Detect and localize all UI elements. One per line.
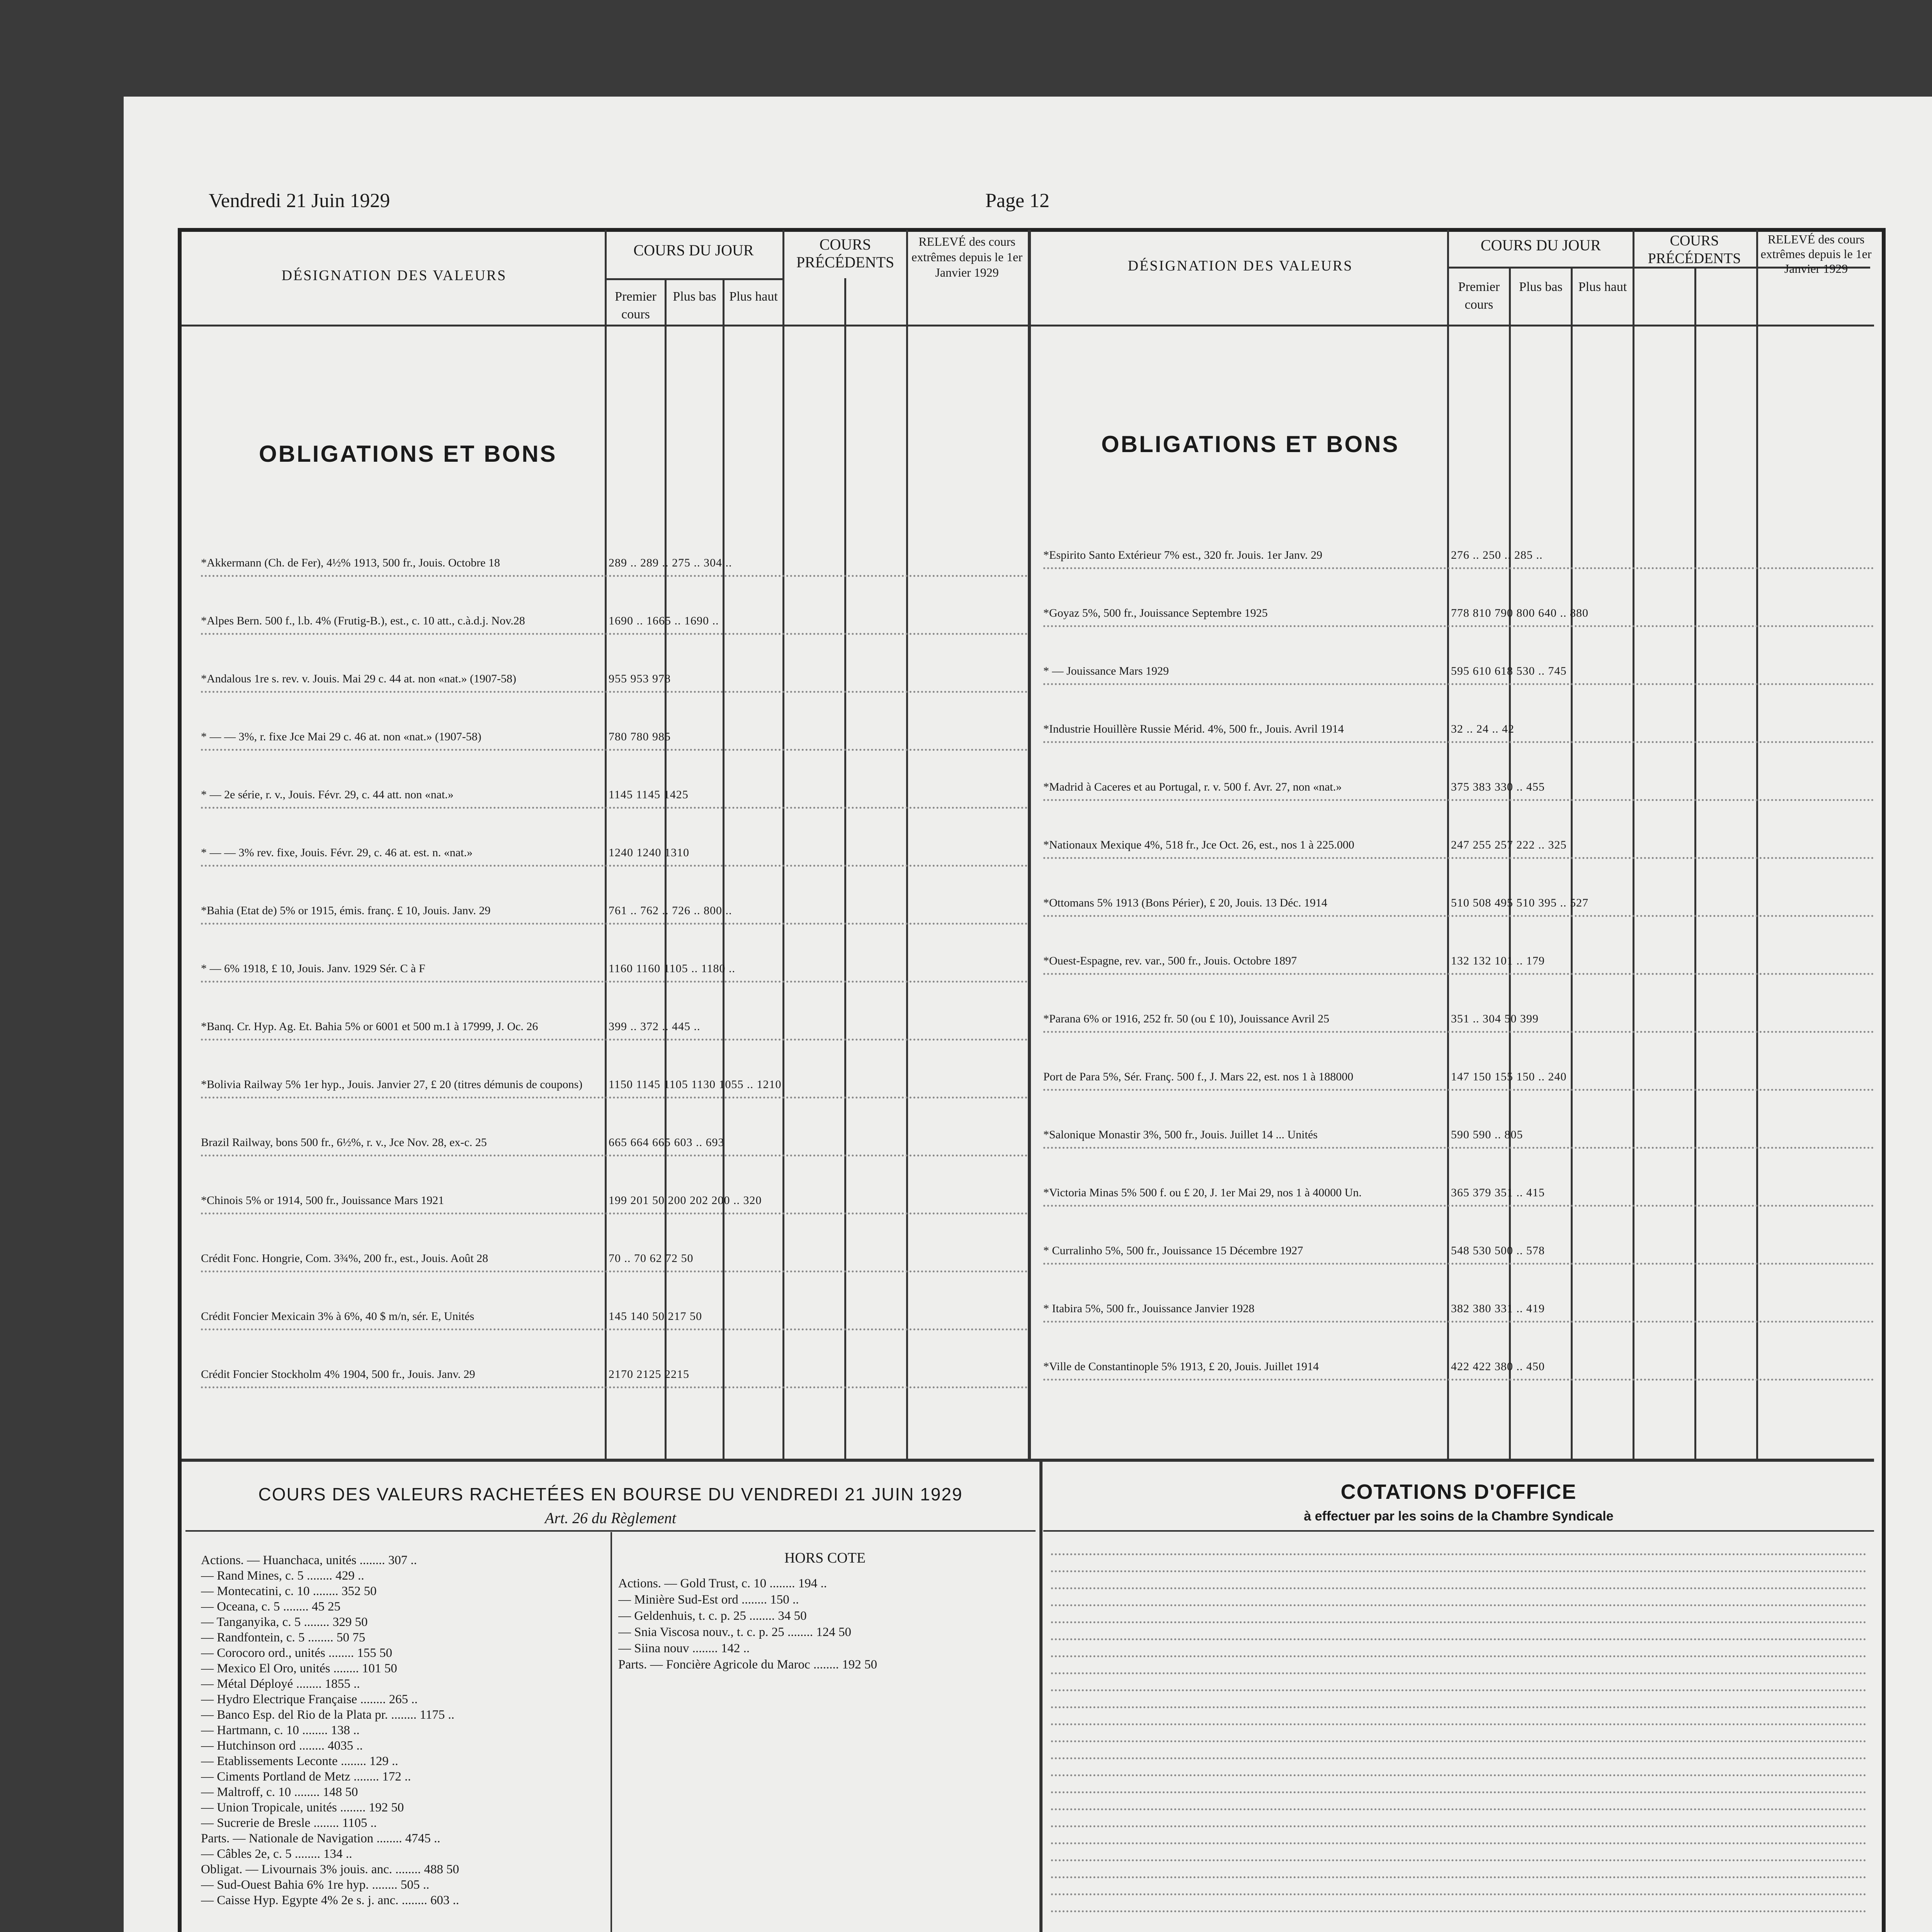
dotted-rule	[1043, 567, 1874, 569]
dotted-rule	[1051, 1553, 1866, 1555]
right-col-precedents: COURS PRÉCÉDENTS	[1648, 233, 1741, 267]
left-row-values: 145 140 50 217 50	[609, 1310, 702, 1323]
left-row-name: *Banq. Cr. Hyp. Ag. Et. Bahia 5% or 6001 et 500 m.1 à 17999, J. Oc. 26	[201, 1020, 538, 1033]
dotted-rule	[1051, 1587, 1866, 1589]
left-row-name: *Andalous 1re s. rev. v. Jouis. Mai 29 c. 44 at. non «nat.» (1907-58)	[201, 672, 516, 685]
left-row-values: 199 201 50 200 202 200 .. 320	[609, 1194, 762, 1207]
dotted-rule	[1043, 799, 1874, 801]
right-row-name: *Victoria Minas 5% 500 f. ou £ 20, J. 1er Mai 29, nos 1 à 40000 Un.	[1043, 1186, 1362, 1199]
right-row-name: *Goyaz 5%, 500 fr., Jouissance Septembre 1925	[1043, 607, 1268, 619]
left-row-name: * — — 3% rev. fixe, Jouis. Févr. 29, c. 46 at. est. n. «nat.»	[201, 846, 473, 859]
right-row-values: 276 .. 250 .. 285 ..	[1451, 549, 1543, 561]
list-line: — Geldenhuis, t. c. p. 25 ........ 34 50	[618, 1609, 807, 1623]
left-row-values: 665 664 665 603 .. 693	[609, 1136, 724, 1149]
dotted-rule	[201, 633, 1028, 635]
list-line: — Hydro Electrique Française ........ 265 ..	[201, 1692, 418, 1706]
right-row-values: 132 132 101 .. 179	[1451, 954, 1545, 967]
dotted-rule	[201, 1270, 1028, 1272]
table-bottom-rule	[182, 1459, 1874, 1462]
right-row-values: 422 422 380 .. 450	[1451, 1360, 1545, 1373]
right-col-premier: Premier cours	[1458, 280, 1500, 312]
list-line: Parts. — Nationale de Navigation ........ 4745 ..	[201, 1832, 440, 1845]
left-row-name: Crédit Foncier Mexicain 3% à 6%, 40 $ m/n, sér. E, Unités	[201, 1310, 474, 1323]
left-col-plus-bas: Plus bas	[673, 289, 716, 304]
left-row-name: Brazil Railway, bons 500 fr., 6½%, r. v., Jce Nov. 28, ex-c. 25	[201, 1136, 487, 1149]
list-line: — Maltroff, c. 10 ........ 148 50	[201, 1785, 358, 1799]
dotted-rule	[1051, 1757, 1866, 1759]
dotted-rule	[201, 1039, 1028, 1041]
rule	[185, 1530, 1036, 1532]
dotted-rule	[1043, 1321, 1874, 1323]
right-row-values: 365 379 351 .. 415	[1451, 1186, 1545, 1199]
list-line: — Montecatini, c. 10 ........ 352 50	[201, 1584, 377, 1598]
left-col-premier: Premier cours	[615, 289, 656, 321]
cotations-subtitle: à effectuer par les soins de la Chambre Syndicale	[1304, 1509, 1614, 1524]
left-row-name: *Akkermann (Ch. de Fer), 4½% 1913, 500 fr., Jouis. Octobre 18	[201, 556, 500, 569]
dotted-rule	[1051, 1876, 1866, 1878]
right-row-values: 590 590 .. 805	[1451, 1128, 1523, 1141]
page-date: Vendredi 21 Juin 1929	[209, 190, 390, 212]
list-line: — Sucrerie de Bresle ........ 1105 ..	[201, 1816, 377, 1830]
right-row-values: 247 255 257 222 .. 325	[1451, 838, 1567, 851]
list-line: — Ciments Portland de Metz ........ 172 ..	[201, 1770, 411, 1784]
left-row-values: 399 .. 372 .. 445 ..	[609, 1020, 701, 1033]
table-center-divider	[1028, 230, 1031, 1459]
right-row-name: *Industrie Houillère Russie Mérid. 4%, 500 fr., Jouis. Avril 1914	[1043, 723, 1344, 735]
dotted-rule	[1051, 1774, 1866, 1776]
dotted-rule	[201, 1328, 1028, 1330]
right-col-plus-haut: Plus haut	[1578, 280, 1627, 294]
right-row-values: 382 380 331 .. 419	[1451, 1302, 1545, 1315]
left-row-values: 2170 2125 2215	[609, 1368, 689, 1381]
left-section-title: OBLIGATIONS ET BONS	[259, 441, 557, 467]
right-row-name: * — Jouissance Mars 1929	[1043, 665, 1169, 677]
list-line: — Oceana, c. 5 ........ 45 25	[201, 1600, 341, 1614]
list-line: — Rand Mines, c. 5 ........ 429 ..	[201, 1569, 364, 1583]
right-row-name: *Nationaux Mexique 4%, 518 fr., Jce Oct. 26, est., nos 1 à 225.000	[1043, 838, 1354, 851]
right-row-name: * Curralinho 5%, 500 fr., Jouissance 15 Décembre 1927	[1043, 1244, 1303, 1257]
dotted-rule	[201, 1386, 1028, 1388]
list-line: — Siina nouv ........ 142 ..	[618, 1641, 750, 1655]
dotted-rule	[1051, 1859, 1866, 1861]
col-divider	[782, 230, 784, 1459]
list-line: Actions. — Gold Trust, c. 10 ........ 194 ..	[618, 1577, 827, 1590]
col-divider	[844, 278, 846, 1459]
right-row-values: 778 810 790 800 640 .. 880	[1451, 607, 1588, 619]
list-line: — Corocoro ord., unités ........ 155 50	[201, 1646, 392, 1660]
left-row-name: * — 6% 1918, £ 10, Jouis. Janv. 1929 Sér. C à F	[201, 962, 425, 975]
rachetees-subtitle: Art. 26 du Règlement	[545, 1509, 676, 1527]
right-row-name: *Ouest-Espagne, rev. var., 500 fr., Jouis. Octobre 1897	[1043, 954, 1297, 967]
right-row-name: *Espirito Santo Extérieur 7% est., 320 fr. Jouis. 1er Janv. 29	[1043, 549, 1323, 561]
left-row-values: 955 953 978	[609, 672, 671, 685]
right-row-name: *Madrid à Caceres et au Portugal, r. v. 500 f. Avr. 27, non «nat.»	[1043, 781, 1342, 793]
left-row-name: * — — 3%, r. fixe Jce Mai 29 c. 46 at. non «nat.» (1907-58)	[201, 730, 481, 743]
rachetees-divider	[611, 1532, 612, 1932]
list-line: Obligat. — Livournais 3% jouis. anc. ........ 488 50	[201, 1862, 459, 1876]
left-row-values: 70 .. 70 62 72 50	[609, 1252, 694, 1265]
dotted-rule	[1043, 1031, 1874, 1033]
left-col-designation: DÉSIGNATION DES VALEURS	[281, 267, 507, 284]
dotted-rule	[1043, 1263, 1874, 1265]
dotted-rule	[201, 807, 1028, 809]
dotted-rule	[1051, 1570, 1866, 1572]
left-col-releve: RELEVÉ des cours extrêmes depuis le 1er Janvier 1929	[912, 235, 1022, 279]
col-divider	[1694, 267, 1696, 1459]
list-line: — Hartmann, c. 10 ........ 138 ..	[201, 1723, 360, 1737]
dotted-rule	[201, 1155, 1028, 1156]
dotted-rule	[201, 923, 1028, 925]
left-row-values: 1150 1145 1105 1130 1055 .. 1210	[609, 1078, 782, 1091]
right-row-values: 595 610 618 530 .. 745	[1451, 665, 1567, 677]
dotted-rule	[1043, 683, 1874, 685]
dotted-rule	[1051, 1842, 1866, 1844]
rule	[1043, 1530, 1874, 1532]
col-divider	[665, 278, 667, 1459]
right-row-name: * Itabira 5%, 500 fr., Jouissance Janvier 1928	[1043, 1302, 1255, 1315]
right-col-cours-jour: COURS DU JOUR	[1480, 236, 1601, 254]
left-col-precedents: COURS PRÉCÉDENTS	[796, 236, 895, 271]
left-row-name: *Alpes Bern. 500 f., l.b. 4% (Frutig-B.), est., c. 10 att., c.à.d.j. Nov.28	[201, 614, 525, 627]
dotted-rule	[201, 575, 1028, 577]
dotted-rule	[201, 981, 1028, 983]
left-col-plus-haut: Plus haut	[729, 289, 778, 304]
col-divider	[906, 230, 908, 1459]
dotted-rule	[1043, 1147, 1874, 1149]
dotted-rule	[1043, 1379, 1874, 1381]
list-line: Actions. — Huanchaca, unités ........ 307 ..	[201, 1553, 417, 1567]
right-col-plus-bas: Plus bas	[1519, 280, 1563, 294]
list-line: — Métal Déployé ........ 1855 ..	[201, 1677, 360, 1691]
list-line: — Tanganyika, c. 5 ........ 329 50	[201, 1615, 368, 1629]
right-row-name: *Salonique Monastir 3%, 500 fr., Jouis. Juillet 14 ... Unités	[1043, 1128, 1318, 1141]
list-line: — Union Tropicale, unités ........ 192 50	[201, 1801, 404, 1815]
left-row-values: 1690 .. 1665 .. 1690 ..	[609, 614, 719, 627]
list-line: — Hutchinson ord ........ 4035 ..	[201, 1739, 363, 1753]
page-number: Page 12	[985, 190, 1050, 212]
list-line: — Câbles 2e, c. 5 ........ 134 ..	[201, 1847, 352, 1861]
col-divider	[1571, 267, 1573, 1459]
dotted-rule	[1051, 1672, 1866, 1674]
dotted-rule	[1043, 915, 1874, 917]
list-line: — Randfontein, c. 5 ........ 50 75	[201, 1631, 366, 1645]
dotted-rule	[1051, 1791, 1866, 1793]
list-line: — Minière Sud-Est ord ........ 150 ..	[618, 1593, 799, 1607]
right-col-designation: DÉSIGNATION DES VALEURS	[1128, 258, 1353, 274]
list-line: — Snia Viscosa nouv., t. c. p. 25 ........ 124 50	[618, 1625, 851, 1639]
right-row-name: *Parana 6% or 1916, 252 fr. 50 (ou £ 10), Jouissance Avril 25	[1043, 1012, 1330, 1025]
right-row-name: Port de Para 5%, Sér. Franç. 500 f., J. Mars 22, est. nos 1 à 188000	[1043, 1070, 1354, 1083]
right-row-values: 147 150 155 150 .. 240	[1451, 1070, 1567, 1083]
left-row-name: *Bahia (Etat de) 5% or 1915, émis. franç. £ 10, Jouis. Janv. 29	[201, 904, 491, 917]
dotted-rule	[1051, 1893, 1866, 1895]
dotted-rule	[201, 691, 1028, 693]
dotted-rule	[1051, 1825, 1866, 1827]
list-line: — Caisse Hyp. Egypte 4% 2e s. j. anc. ........ 603 ..	[201, 1893, 459, 1907]
left-row-name: Crédit Foncier Stockholm 4% 1904, 500 fr., Jouis. Janv. 29	[201, 1368, 475, 1381]
list-line: — Sud-Ouest Bahia 6% 1re hyp. ........ 505 ..	[201, 1878, 430, 1892]
left-row-values: 761 .. 762 .. 726 .. 800 ..	[609, 904, 732, 917]
col-divider	[723, 278, 724, 1459]
left-row-values: 1145 1145 1425	[609, 788, 689, 801]
right-row-values: 375 383 330 .. 455	[1451, 781, 1545, 793]
dotted-rule	[201, 1097, 1028, 1099]
col-divider	[1509, 267, 1511, 1459]
hors-cote-title: HORS COTE	[784, 1550, 866, 1566]
left-row-name: *Chinois 5% or 1914, 500 fr., Jouissance Mars 1921	[201, 1194, 444, 1207]
dotted-rule	[1043, 741, 1874, 743]
dotted-rule	[1043, 1205, 1874, 1207]
rule	[607, 278, 782, 280]
right-col-divider	[1447, 230, 1449, 1459]
right-row-values: 351 .. 304 50 399	[1451, 1012, 1539, 1025]
dotted-rule	[201, 749, 1028, 751]
dotted-rule	[1043, 625, 1874, 627]
dotted-rule	[1043, 857, 1874, 859]
dotted-rule	[1051, 1638, 1866, 1640]
dotted-rule	[201, 1213, 1028, 1214]
left-col-cours-jour: COURS DU JOUR	[633, 242, 754, 259]
dotted-rule	[201, 865, 1028, 867]
right-row-values: 32 .. 24 .. 42	[1451, 723, 1514, 735]
dotted-rule	[1051, 1621, 1866, 1623]
list-line: — Banco Esp. del Rio de la Plata pr. ........ 1175 ..	[201, 1708, 454, 1722]
left-row-name: * — 2e série, r. v., Jouis. Févr. 29, c. 44 att. non «nat.»	[201, 788, 454, 801]
right-row-values: 510 508 495 510 395 .. 527	[1451, 896, 1588, 909]
dotted-rule	[1051, 1740, 1866, 1742]
list-line: — Mexico El Oro, unités ........ 101 50	[201, 1662, 397, 1675]
dotted-rule	[1051, 1604, 1866, 1606]
rachetees-title: COURS DES VALEURS RACHETÉES EN BOURSE DU VENDREDI 21 JUIN 1929	[258, 1484, 963, 1504]
left-col-divider	[605, 230, 607, 1459]
left-row-name: Crédit Fonc. Hongrie, Com. 3¾%, 200 fr., est., Jouis. Août 28	[201, 1252, 488, 1265]
dotted-rule	[1051, 1723, 1866, 1725]
left-row-values: 289 .. 289 .. 275 .. 304 ..	[609, 556, 732, 569]
dotted-rule	[1051, 1808, 1866, 1810]
left-row-name: *Bolivia Railway 5% 1er hyp., Jouis. Janvier 27, £ 20 (titres démunis de coupons)	[201, 1078, 583, 1091]
right-row-name: *Ottomans 5% 1913 (Bons Périer), £ 20, Jouis. 13 Déc. 1914	[1043, 896, 1327, 909]
right-row-name: *Ville de Constantinople 5% 1913, £ 20, Jouis. Juillet 1914	[1043, 1360, 1319, 1373]
dotted-rule	[1051, 1689, 1866, 1691]
list-line: Parts. — Foncière Agricole du Maroc ........ 192 50	[618, 1658, 877, 1672]
dotted-rule	[1051, 1655, 1866, 1657]
left-row-values: 1160 1160 1105 .. 1180 ..	[609, 962, 736, 975]
right-section-title: OBLIGATIONS ET BONS	[1101, 431, 1400, 457]
dotted-rule	[1043, 973, 1874, 975]
list-line: — Etablissements Leconte ........ 129 ..	[201, 1754, 398, 1768]
middle-divider	[1039, 1461, 1043, 1932]
dotted-rule	[1043, 1089, 1874, 1091]
dotted-rule	[1051, 1706, 1866, 1708]
dotted-rule	[1051, 1910, 1866, 1912]
left-row-values: 1240 1240 1310	[609, 846, 689, 859]
right-col-releve: RELEVÉ des cours extrêmes depuis le 1er Janvier 1929	[1760, 232, 1872, 276]
right-row-values: 548 530 500 .. 578	[1451, 1244, 1545, 1257]
left-row-values: 780 780 985	[609, 730, 671, 743]
cotations-title: COTATIONS D'OFFICE	[1340, 1480, 1577, 1503]
